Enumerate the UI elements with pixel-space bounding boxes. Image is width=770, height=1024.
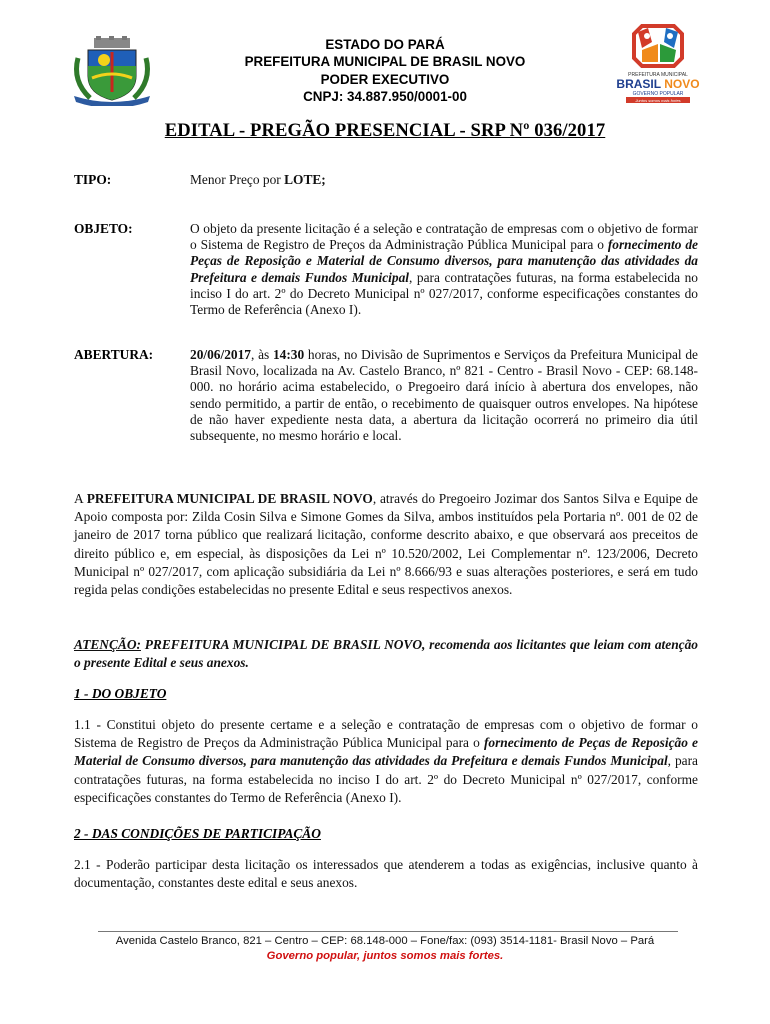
- objeto-value: O objeto da presente licitação é a seleção e contratação de empresas com o objetivo de formar o Sistema de Registro de Preços da Administração Pública Municipal para o fornecimento de Peças de Reposição e Material de Consumo diversos, para manutenção das atividades da Prefeitura e demais Fundos Municipal, para contratações futuras, na forma estabelecida no inciso I do art. 2º do Decreto Municipal nº 027/2017, conforme especificações constantes do Termo de Referência (Anexo I).: [190, 221, 698, 318]
- attention-notice: ATENÇÃO: PREFEITURA MUNICIPAL DE BRASIL NOVO, recomenda aos licitantes que leiam com atenção o presente Edital e seus anexos.: [74, 637, 698, 670]
- logo-top-text: PREFEITURA MUNICIPAL: [628, 72, 688, 78]
- footer-slogan: Governo popular, juntos somos mais fortes.: [266, 950, 504, 962]
- tipo-label: TIPO:: [74, 172, 112, 187]
- footer-divider: [98, 931, 678, 932]
- header-prefeitura: PREFEITURA MUNICIPAL DE BRASIL NOVO: [244, 54, 526, 70]
- document-title: EDITAL - PREGÃO PRESENCIAL - SRP Nº 036/2017: [164, 120, 606, 141]
- footer-address: Avenida Castelo Branco, 821 – Centro – CEP: 68.148-000 – Fone/fax: (093) 3514-1181- Brasil Novo – Pará: [115, 935, 655, 947]
- section-1-title: 1 - DO OBJETO: [74, 686, 167, 701]
- section-1-text: 1.1 - Constitui objeto do presente certame e a seleção e contratação de empresas com o objetivo de formar o Sistema de Registro de Preços da Administração Pública Municipal para o fornecimento de Peças de Reposição e Material de Consumo diversos, para manutenção das atividades da Prefeitura e demais Fundos Municipal, para contratações futuras, na forma estabelecida no inciso I do art. 2º do Decreto Municipal nº 027/2017, conforme especificações constantes do Termo de Referência (Anexo I).: [74, 717, 698, 805]
- municipal-crest-logo: [68, 36, 156, 106]
- logo-sub-text: GOVERNO POPULAR: [632, 91, 684, 97]
- objeto-label: OBJETO:: [74, 221, 133, 236]
- header-poder: PODER EXECUTIVO: [320, 71, 450, 87]
- logo-name: BRASIL NOVO: [616, 77, 700, 91]
- letterhead: [200, 36, 570, 105]
- section-2-title: 2 - DAS CONDIÇÕES DE PARTICIPAÇÃO: [74, 826, 321, 841]
- tipo-value: Menor Preço por LOTE;: [190, 172, 326, 187]
- logo-tagline: Juntos somos mais fortes: [635, 98, 681, 103]
- intro-paragraph: A PREFEITURA MUNICIPAL DE BRASIL NOVO, através do Pregoeiro Jozimar dos Santos Silva e Equipe de Apoio composta por: Zilda Cosin Silva e Simone Gomes da Silva, ambos instituídos pela Portaria nº. 001 de 02 de janeiro de 2017 torna público que realizará licitação, conforme descrito abaixo, e que observará aos preceitos de direito público e, em especial, às disposições da Lei nº 10.520/2002, Lei Complementar nº. 123/2006, Decreto Municipal nº 027/2017, com aplicação subsidiária da Lei nº 8.666/93 e suas alterações posteriores, e será em tudo regida pelas condições estabelecidas no presente Edital e seus respectivos anexos.: [74, 491, 698, 598]
- abertura-label: ABERTURA:: [74, 347, 154, 362]
- section-2-text: 2.1 - Poderão participar desta licitação os interessados que atenderem a todas as exigências, inclusive quanto à documentação, constantes deste edital e seus anexos.: [74, 857, 698, 891]
- header-state: ESTADO DO PARÁ: [325, 37, 445, 52]
- header-cnpj: CNPJ: 34.887.950/0001-00: [303, 88, 467, 104]
- brasil-novo-logo: [612, 22, 704, 104]
- abertura-value: 20/06/2017, às 14:30 horas, no Divisão de Suprimentos e Serviços da Prefeitura Municipal de Brasil Novo, localizada na Av. Castelo Branco, nº 821 - Centro - Brasil Novo - CEP: 68.148-000. no horário acima estabelecido, o Pregoeiro dará início à abertura dos envelopes, não sendo permitido, a partir de então, o recebimento de quaisquer outros envelopes. Na hipótese de não haver expediente nesta data, a abertura da licitação ocorrerá no primeiro dia útil subsequente, no mesmo horário e local.: [190, 347, 698, 444]
